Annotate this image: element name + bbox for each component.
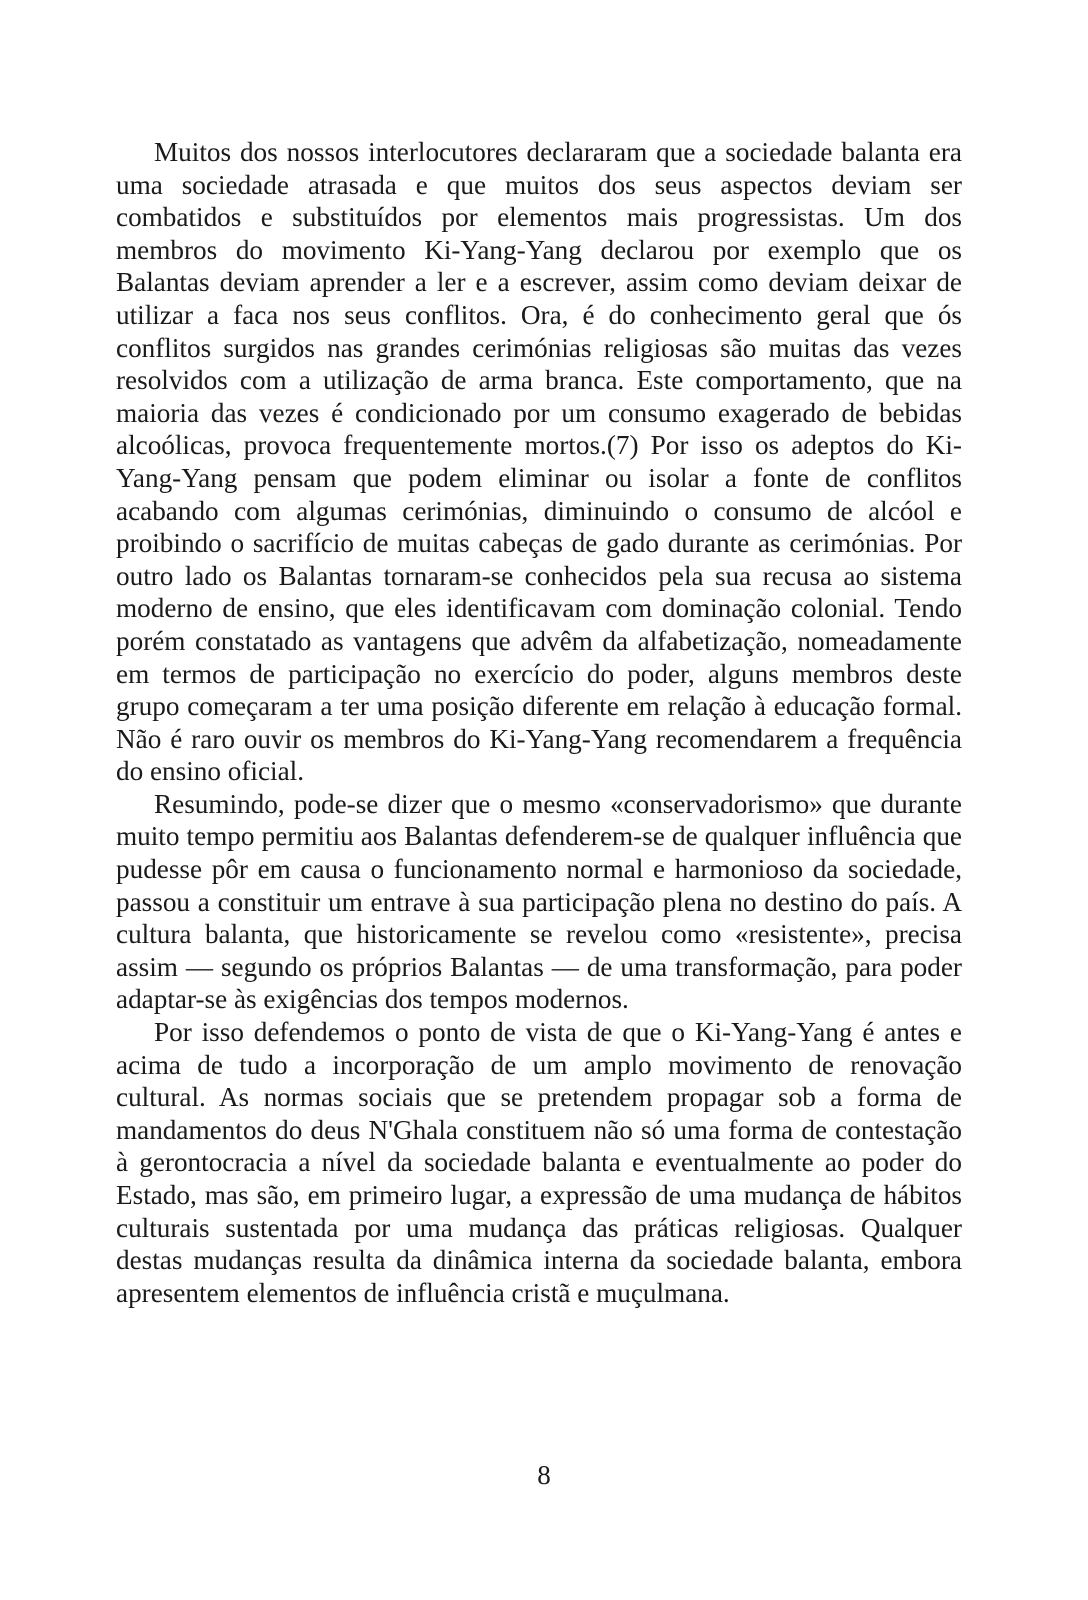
paragraph-2: Resumindo, pode-se dizer que o mesmo «conservadorismo» que durante muito tempo permitiu aos Balantas defenderem-se de qualquer influência que pudesse pôr em causa o funcionamento normal e harmonioso da sociedade, passou a constituir um entrave à sua participação plena no destino do país. A cultura balanta, que historicamente se revelou como «resistente», precisa assim — segundo os próprios Balantas — de uma transformação, para poder adaptar-se às exigências dos tempos modernos. <box>116 788 962 1015</box>
paragraph-3: Por isso defendemos o ponto de vista de que o Ki-Yang-Yang é antes e acima de tudo a incorporação de um amplo movimento de renovação cultural. As normas sociais que se pretendem propagar sob a forma de mandamentos do deus N'Ghala constituem não só uma forma de contestação à gerontocracia a nível da sociedade balanta e eventualmente ao poder do Estado, mas são, em primeiro lugar, a expressão de uma mudança de hábitos culturais sustentada por uma mudança das práticas religiosas. Qualquer destas mudanças resulta da dinâmica interna da sociedade balanta, embora apresentem elementos de influência cristã e muçulmana. <box>116 1017 962 1308</box>
paragraph-1: Muitos dos nossos interlocutores declararam que a sociedade balanta era uma sociedade atrasada e que muitos dos seus aspectos deviam ser combatidos e substituídos por elementos mais progressistas. Um dos membros do movimento Ki-Yang-Yang declarou por exemplo que os Balantas deviam aprender a ler e a escrever, assim como deviam deixar de utilizar a faca nos seus conflitos. Ora, é do conhecimento geral que ós conflitos surgidos nas grandes cerimónias religiosas são muitas das vezes resolvidos com a utilização de arma branca. Este comportamento, que na maioria das vezes é condicionado por um consumo exagerado de bebidas alcoólicas, provoca frequentemente mortos.(7) Por isso os adeptos do Ki-Yang-Yang pensam que podem eliminar ou isolar a fonte de conflitos acabando com algumas cerimónias, diminuindo o consumo de alcóol e proibindo o sacrifício de muitas cabeças de gado durante as cerimónias. Por outro lado os Balantas tornaram-se conhecidos pela sua recusa ao sistema moderno de ensino, que eles identificavam com dominação colonial. Tendo porém constatado as vantagens que advêm da alfabetização, nomeadamente em termos de participação no exercício do poder, alguns membros deste grupo começaram a ter uma posição diferente em relação à educação formal. Não é raro ouvir os membros do Ki-Yang-Yang recomendarem a frequência do ensino oficial. <box>116 137 962 787</box>
page-number: 8 <box>537 1460 551 1490</box>
body-text <box>116 136 962 1309</box>
